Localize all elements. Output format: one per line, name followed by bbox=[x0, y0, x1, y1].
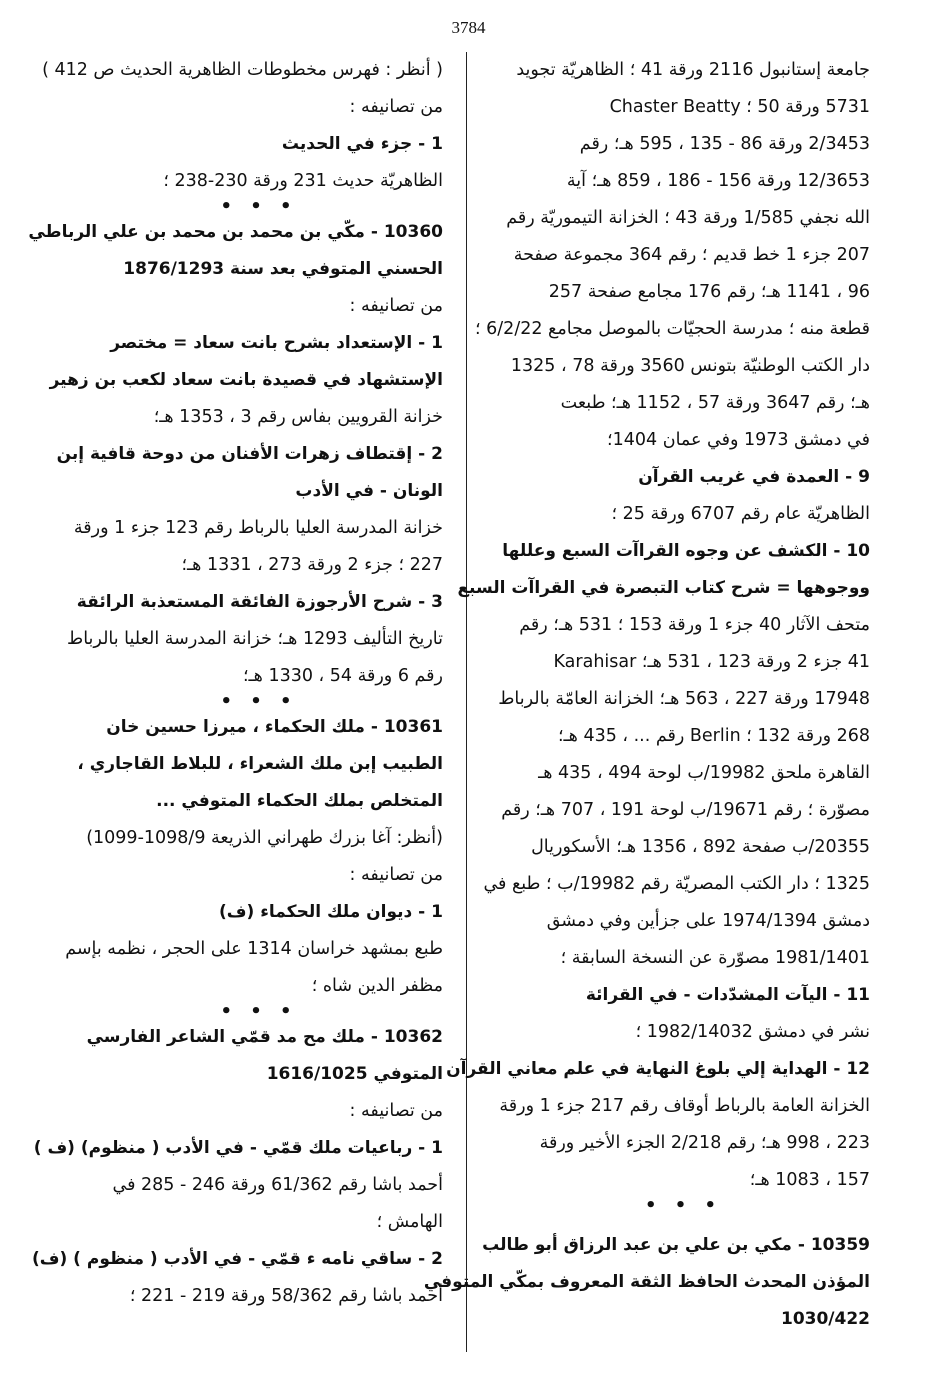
text-line: 5731 ورقة 50 ؛ Chaster Beatty bbox=[609, 97, 870, 117]
entry-heading-line: 9 - العمدة في غريب القرآن bbox=[638, 467, 870, 487]
entry-heading-line: الحسني المتوفي بعد سنة 1876/1293 bbox=[123, 259, 443, 279]
entry-heading-line: ووجوهها = شرح كتاب التبصرة في القراآت السبع bbox=[457, 578, 870, 598]
text-line: في دمشق 1973 وفي عمان 1404؛ bbox=[607, 430, 870, 450]
text-line: متحف الآثار 40 جزء 1 ورقة 153 ؛ 531 هـ؛ رقم bbox=[519, 615, 870, 635]
section-separator: • • • bbox=[220, 196, 298, 217]
text-line: مظفر الدين شاه ؛ bbox=[311, 976, 443, 996]
entry-heading-line: 1030/422 bbox=[780, 1309, 870, 1329]
text-line: خزانة المدرسة العليا بالرباط رقم 123 جزء 1 ورقة bbox=[73, 518, 443, 538]
entry-heading-line: المتخلص بملك الحكماء المتوفي ... bbox=[156, 791, 443, 811]
entry-heading-line: الطبيب إبن ملك الشعراء ، للبلاط القاجاري ، bbox=[77, 754, 443, 774]
text-line: 41 جزء 2 ورقة 123 ، 531 هـ؛ Karahisar bbox=[553, 652, 870, 672]
text-line: 1325 ؛ دار الكتب المصريّة رقم 19982/ب ؛ طبع في bbox=[483, 874, 870, 894]
entry-heading-line: 10359 - مكي بن علي بن عبد الرزاق أبو طالب bbox=[482, 1235, 870, 1255]
text-line: نشر في دمشق 1982/14032 ؛ bbox=[635, 1022, 870, 1042]
text-line: الظاهريّة حديث 231 ورقة 230-238 ؛ bbox=[163, 171, 443, 191]
entry-heading-line: 12 - الهداية إلي بلوغ النهاية في علم معاني القرآن bbox=[446, 1059, 870, 1079]
text-line: (أنظر: آغا بزرك طهراني الذريعة 1098/9-1099) bbox=[86, 828, 443, 848]
entry-heading-line: 2 - إقتطاف زهرات الأفنان من دوحة قافية إبن bbox=[56, 444, 443, 464]
entry-heading-line: 10362 - ملك مح مد قمّي الشاعر الفارسي bbox=[86, 1027, 443, 1047]
text-line: 207 جزء 1 خط قديم ؛ رقم 364 مجموعة صفحة bbox=[513, 245, 870, 265]
text-line: 17948 ورقة 227 ، 563 هـ؛ الخزانة العامّة بالرباط bbox=[498, 689, 870, 709]
text-line: 223 ، 998 هـ؛ رقم 2/218 الجزء الأخير ورقة bbox=[539, 1133, 870, 1153]
section-separator: • • • bbox=[644, 1195, 723, 1216]
text-line: ( أنظر : فهرس مخطوطات الظاهرية الحديث ص 412 ) bbox=[42, 60, 443, 80]
text-line: الظاهريّة عام رقم 6707 ورقة 25 ؛ bbox=[611, 504, 870, 524]
entry-heading-line: 3 - شرح الأرجوزة الفائقة المستعذبة الرائقة bbox=[76, 592, 443, 612]
text-line: من تصانيفه : bbox=[349, 865, 443, 885]
entry-heading-line: 11 - اليآت المشدّدات - في القرائة bbox=[585, 985, 870, 1005]
text-line: 157 ، 1083 هـ؛ bbox=[749, 1170, 870, 1190]
text-line: رقم 6 ورقة 54 ، 1330 هـ؛ bbox=[242, 666, 443, 686]
text-line: 96 ، 1141 هـ؛ رقم 176 مجامع صفحة 257 bbox=[548, 282, 870, 302]
text-line: طبع بمشهد خراسان 1314 على الحجر ، نظمه بإسم bbox=[65, 939, 443, 959]
text-line: جامعة إستانبول 2116 ورقة 41 ؛ الظاهريّة تجويد bbox=[516, 60, 870, 80]
text-line: خزانة القرويين بفاس رقم 3 ، 1353 هـ؛ bbox=[153, 407, 443, 427]
text-line: 2/3453 ورقة 86 - 135 ، 595 هـ؛ رقم bbox=[579, 134, 870, 154]
text-line: دار الكتب الوطنيّة بتونس 3560 ورقة 78 ، 1325 bbox=[510, 356, 870, 376]
entry-heading-line: 2 - ساقي نامه ء قمّي - في الأدب ( منظوم ) (ف) bbox=[31, 1249, 443, 1269]
entry-heading-line: الونان - في الأدب bbox=[295, 481, 443, 501]
text-line: الخزانة العامة بالرباط أوقاف رقم 217 جزء 1 ورقة bbox=[499, 1096, 870, 1116]
entry-heading-line: 10 - الكشف عن وجوه القراآت السبع وعللها bbox=[502, 541, 870, 561]
text-line: 12/3653 ورقة 156 - 186 ، 859 هـ؛ آية bbox=[566, 171, 870, 191]
text-line: 20355/ب صفحة 892 ، 1356 هـ؛ الأسكوريال bbox=[531, 837, 870, 857]
entry-heading-line: 1 - ديوان ملك الحكماء (ف) bbox=[219, 902, 443, 922]
text-line: أحمد باشا رقم 61/362 ورقة 246 - 285 في bbox=[112, 1175, 443, 1195]
text-line: من تصانيفه : bbox=[349, 1101, 443, 1121]
section-separator: • • • bbox=[220, 691, 298, 712]
text-line: القاهرة ملحق 19982/ب لوحة 494 ، 435 هـ bbox=[538, 763, 870, 783]
entry-heading-line: المؤذن المحدث الحافظ الثقة المعروف بمكّي المتوفي bbox=[423, 1272, 870, 1292]
entry-heading-line: 10360 - مكّي بن محمد بن محمد بن علي الرباطي bbox=[28, 222, 443, 242]
text-line: قطعة منه ؛ مدرسة الحجيّات بالموصل مجامع 6/2/22 ؛ bbox=[475, 319, 870, 339]
text-line: 227 ؛ جزء 2 ورقة 273 ، 1331 هـ؛ bbox=[181, 555, 443, 575]
page-number: 3784 bbox=[451, 18, 486, 37]
left-column bbox=[28, 52, 443, 1315]
entry-heading-line: 1 - رباعيات ملك قمّي - في الأدب ( منظوم) (ف ) bbox=[33, 1138, 443, 1158]
entry-heading-line: الإستشهاد في قصيدة بانت سعاد لكعب بن زهير bbox=[49, 370, 443, 390]
text-line: هـ؛ رقم 3647 ورقة 57 ، 1152 هـ؛ طبعت bbox=[560, 393, 870, 413]
text-line: من تصانيفه : bbox=[349, 296, 443, 316]
text-line: من تصانيفه : bbox=[349, 97, 443, 117]
text-line: 1981/1401 مصوّرة عن النسخة السابقة ؛ bbox=[560, 948, 870, 968]
text-line: الله نجفي 1/585 ورقة 43 ؛ الخزانة التيموريّة رقم bbox=[506, 208, 870, 228]
text-line: أحمد باشا رقم 58/362 ورقة 219 - 221 ؛ bbox=[129, 1286, 443, 1306]
column-divider bbox=[466, 52, 467, 1352]
entry-heading-line: 10361 - ملك الحكماء ، ميرزا حسين خان bbox=[106, 717, 443, 737]
text-line: دمشق 1974/1394 على جزأين وفي دمشق bbox=[546, 911, 870, 931]
entry-heading-line: 1 - جزء في الحديث bbox=[281, 134, 443, 154]
text-line: 268 ورقة 132 ؛ Berlin رقم ... ، 435 هـ؛ bbox=[557, 726, 870, 746]
entry-heading-line: المتوفي 1616/1025 bbox=[266, 1064, 443, 1084]
section-separator: • • • bbox=[220, 1001, 298, 1022]
text-line: مصوّرة ؛ رقم 19671/ب لوحة 191 ، 707 هـ؛ رقم bbox=[501, 800, 870, 820]
text-line: تاريخ التأليف 1293 هـ؛ خزانة المدرسة العليا بالرباط bbox=[67, 629, 443, 649]
text-line: الهامش ؛ bbox=[376, 1212, 443, 1232]
entry-heading-line: 1 - الإستعداد بشرح بانت سعاد = مختصر bbox=[110, 333, 443, 353]
right-column bbox=[423, 52, 870, 1338]
